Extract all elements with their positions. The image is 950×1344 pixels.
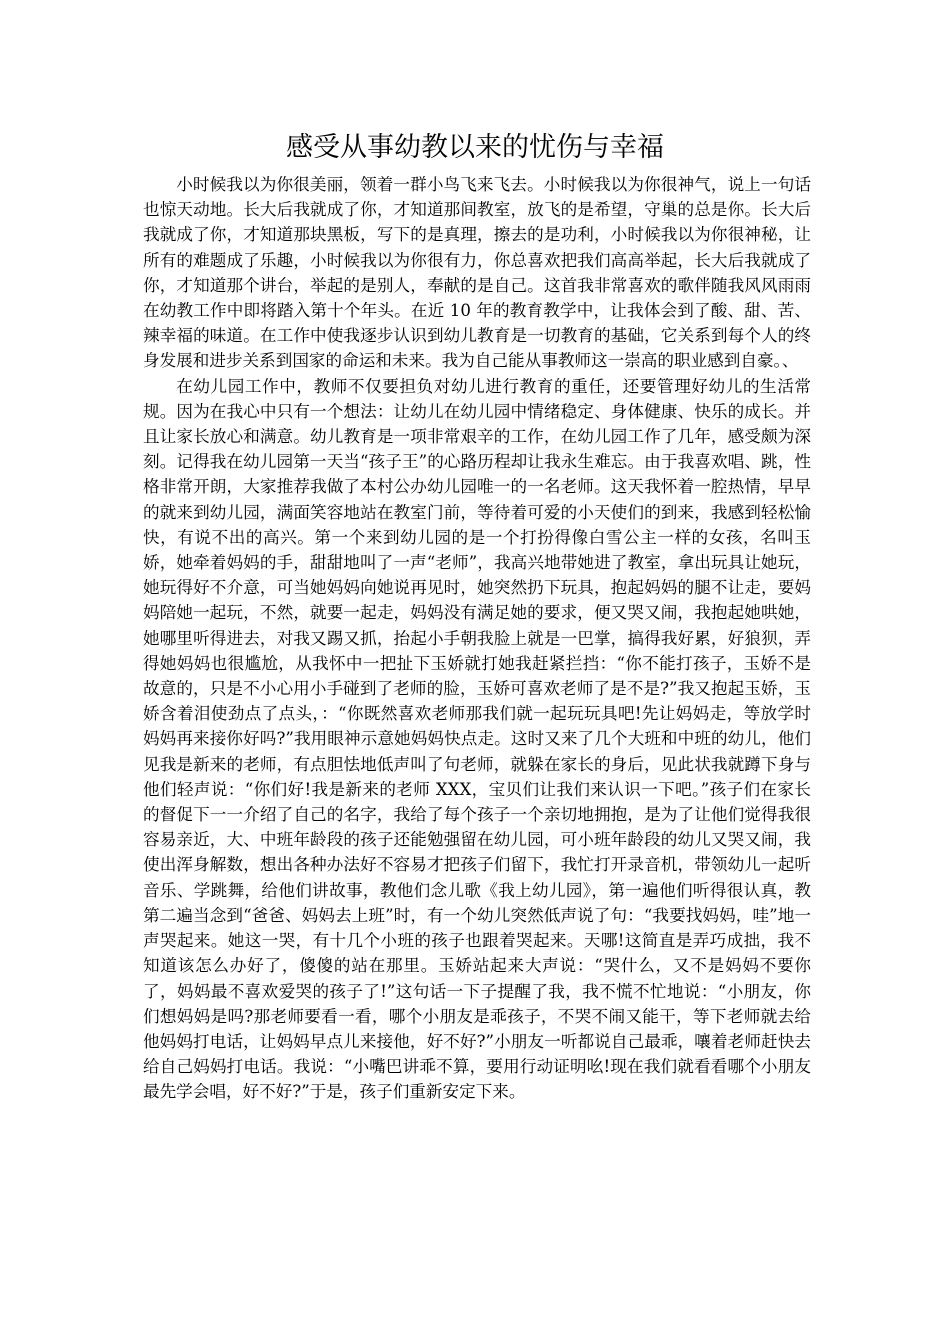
paragraph-2: 在幼儿园工作中，教师不仅要担负对幼儿进行教育的重任，还要管理好幼儿的生活常规。因为在我心中只有一个想法：让幼儿在幼儿园中情绪稳定、身体健康、快乐的成长。并且让家长放心和满意。幼儿教育是一项非常艰辛的工作，在幼儿园工作了几年，感受颇为深刻。记得我在幼儿园第一天当“孩子王”的心路历程却让我永生难忘。由于我喜欢唱、跳，性格非常开朗，大家推荐我做了本村公办幼儿园唯一的一名老师。这天我怀着一腔热情，早早的就来到幼儿园，满面笑容地站在教室门前，等待着可爱的小天使们的到来，我感到轻松愉快，有说不出的高兴。第一个来到幼儿园的是一个打扮得像白雪公主一样的女孩，名叫玉娇，她牵着妈妈的手，甜甜地叫了一声“老师”，我高兴地带她进了教室，拿出玩具让她玩，她玩得好不介意，可当她妈妈向她说再见时，她突然扔下玩具，抱起妈妈的腿不让走，要妈妈陪她一起玩，不然，就要一起走，妈妈没有满足她的要求，便又哭又闹，我抱起她哄她，她哪里听得进去，对我又踢又抓，抬起小手朝我脸上就是一巴掌，搞得我好累，好狼狈，弄得她妈妈也很尴尬，从我怀中一把扯下玉娇就打她我赶紧拦挡：“你不能打孩子，玉娇不是故意的，只是不小心用小手碰到了老师的脸，玉娇可喜欢老师了是不是?”我又抱起玉娇，玉娇含着泪使劲点了点头，：“你既然喜欢老师那我们就一起玩玩具吧!先让妈妈走，等放学时妈妈再来接你好吗?”我用眼神示意她妈妈快点走。这时又来了几个大班和中班的幼儿，他们见我是新来的老师，有点胆怯地低声叫了句老师，就躲在家长的身后，见此状我就蹲下身与他们轻声说：“你们好!我是新来的老师 XXX，宝贝们让我们来认识一下吧。”孩子们在家长的督促下一一介绍了自己的名字，我给了每个孩子一个亲切地拥抱，是为了让他们觉得我很容易亲近，大、中班年龄段的孩子还能勉强留在幼儿园，可小班年龄段的幼儿又哭又闹，我使出浑身解数，想出各种办法好不容易才把孩子们留下，我忙打开录音机，带领幼儿一起听音乐、学跳舞，给他们讲故事，教他们念儿歌《我上幼儿园》，第一遍他们听得很认真，教第二遍当念到“爸爸、妈妈去上班”时，有一个幼儿突然低声说了句：“我要找妈妈，哇”地一声哭起来。她这一哭，有十几个小班的孩子也跟着哭起来。天哪!这简直是弄巧成拙，我不知道该怎么办好了，傻傻的站在那里。玉娇站起来大声说：“哭什么，又不是妈妈不要你了，妈妈最不喜欢爱哭的孩子了!”这句话一下子提醒了我，我不慌不忙地说：“小朋友，你们想妈妈是吗?那老师要看一看，哪个小朋友是乖孩子，不哭不闹又能干，等下老师就去给他妈妈打电话，让妈妈早点儿来接他，好不好?”小朋友一听都说自己最乖，嚷着老师赶快去给自己妈妈打电话。我说：“小嘴巴讲乖不算，要用行动证明吆!现在我们就看看哪个小朋友最先学会唱，好不好?”于是，孩子们重新安定下来。 <box>143 376 811 1102</box>
document-body <box>143 172 811 1105</box>
document-title: 感受从事幼教以来的忧伤与幸福 <box>286 132 664 163</box>
paragraph-1: 小时候我以为你很美丽，领着一群小鸟飞来飞去。小时候我以为你很神气，说上一句话也惊天动地。长大后我就成了你，才知道那间教室，放飞的是希望，守巢的总是你。长大后我就成了你，才知道那块黑板，写下的是真理，擦去的是功利，小时候我以为你很神秘，让所有的难题成了乐趣，小时候我以为你很有力，你总喜欢把我们高高举起，长大后我就成了你，才知道那个讲台，举起的是别人，奉献的是自己。这首我非常喜欢的歌伴随我风风雨雨在幼教工作中即将踏入第十个年头。在近 10 年的教育教学中，让我体会到了酸、甜、苦、辣幸福的味道。在工作中使我逐步认识到幼儿教育是一切教育的基础，它关系到每个人的终身发展和进步关系到国家的命运和未来。我为自己能从事教师这一崇高的职业感到自豪。、 <box>143 175 811 371</box>
